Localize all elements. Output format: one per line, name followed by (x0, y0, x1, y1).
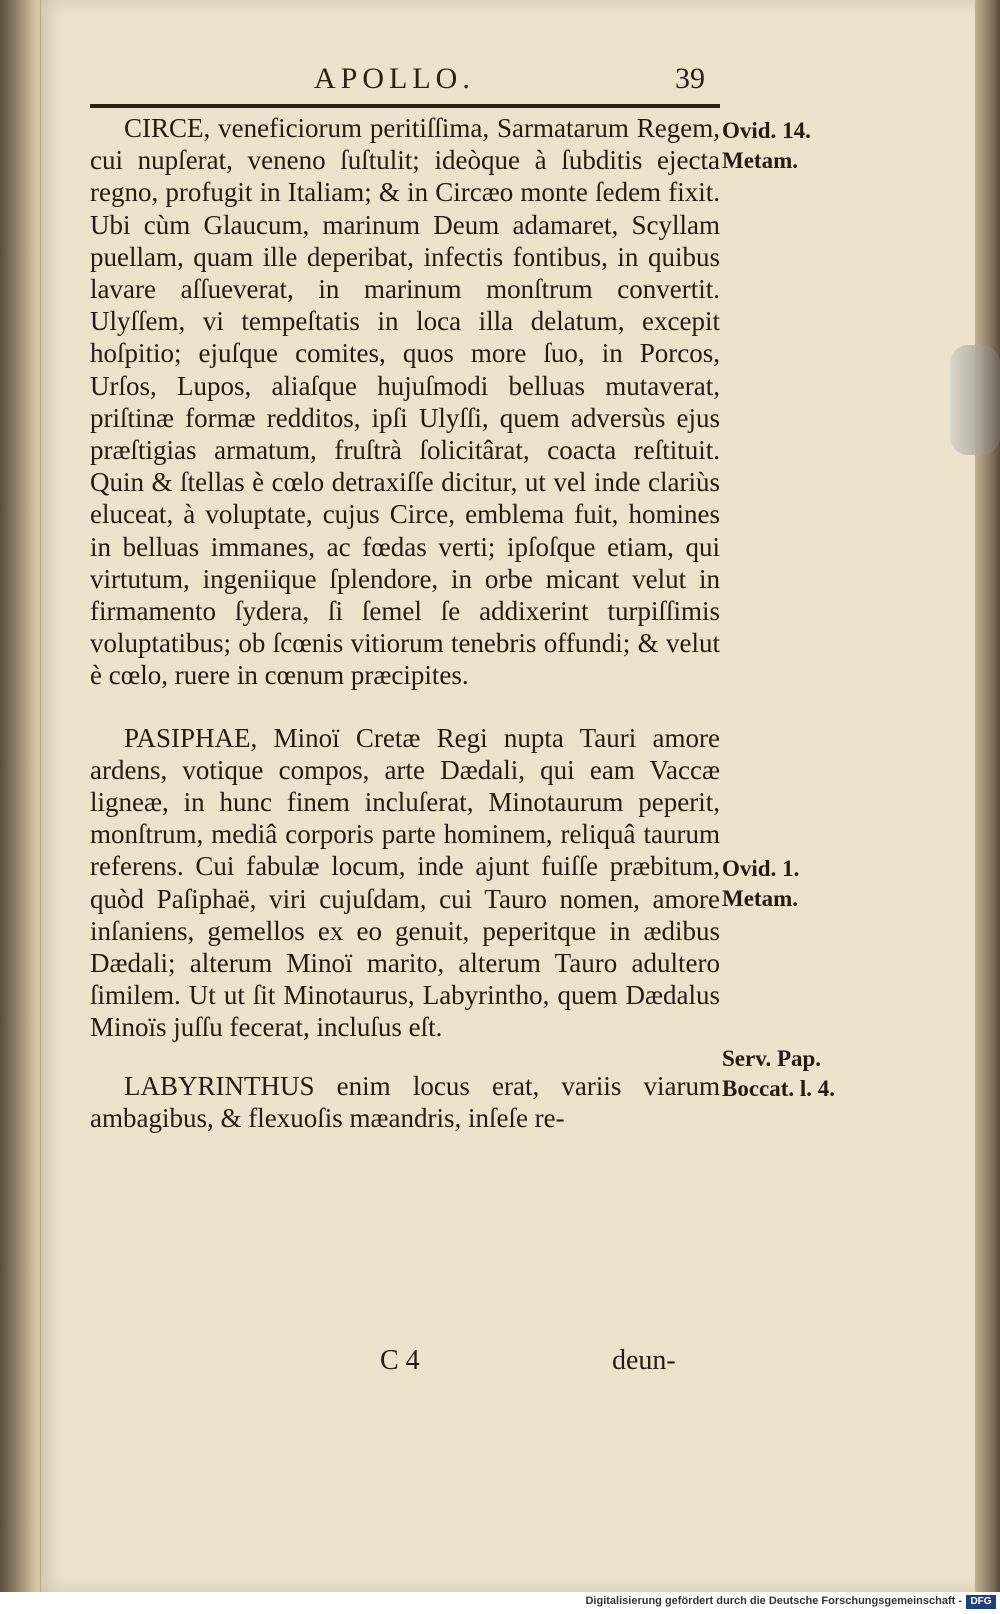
page-fore-edge (975, 0, 1000, 1592)
margin-note-ovid-14: Ovid. 14. (722, 118, 811, 143)
footer-bar (0, 1592, 1000, 1614)
signature-mark: C 4 (380, 1345, 420, 1376)
paragraph-spacer (90, 1044, 720, 1070)
margin-note-metam: Metam. (722, 148, 798, 173)
margin-note-serv-pap: Serv. Pap. (722, 1046, 822, 1071)
catchword: deun- (612, 1345, 676, 1376)
margin-note-boccat: Boccat. l. 4. (722, 1076, 836, 1101)
main-text (90, 112, 720, 1134)
paragraph-pasiphae: PASIPHAE, Minoï Cretæ Regi nupta Tauri amore ardens, votique compos, arte Dædali, qui eam Vaccæ ligneæ, in hunc finem incluſerat, Minotaurum peperit, monſtrum, mediâ corporis parte hominem, reliquâ taurum referens. Cui fabulæ locum, inde ajunt fuiſſe præbitum, quòd Paſiphaë, viri cujuſdam, cui Tauro nomen, amore inſaniens, gemellos ex eo genuit, peperitque in ædibus Dædali; alterum Minoï marito, alterum Tauro adultero ſimilem. Ut ut ſit Minotaurus, Labyrintho, quem Dædalus Minoïs juſſu fecerat, incluſus eſt. (90, 722, 720, 1043)
paragraph-spacer (90, 692, 720, 722)
dfg-logo: DFG (966, 1595, 996, 1609)
running-head-title: APOLLO. (314, 62, 475, 95)
funding-credit: Digitalisierung gefördert durch die Deutsche Forschungsgemeinschaft - (585, 1595, 962, 1607)
running-head (90, 62, 730, 102)
paragraph-labyrinthus: LABYRINTHUS enim locus erat, variis viarum ambagibus, & flexuoſis mæandris, inſeſe re- (90, 1070, 720, 1133)
header-rule (90, 104, 720, 108)
margin-note-ovid-1: Ovid. 1. (722, 856, 800, 881)
page-number: 39 (675, 62, 705, 95)
margin-note-metam: Metam. (722, 886, 798, 911)
book-clasp (950, 345, 1000, 455)
paragraph-circe: CIRCE, veneficiorum peritiſſima, Sarmatarum Regem, cui nupſerat, veneno ſuſtulit; ideòque à ſubditis ejecta regno, profugit in Italiam; & in Circæo monte ſedem fixit. Ubi cùm Glaucum, marinum Deum adamaret, Scyllam puellam, quam ille deperibat, infectis fontibus, in quibus lavare aſſueverat, in marinum monſtrum convertit. Ulyſſem, vi tempeſtatis in loca illa delatum, excepit hoſpitio; ejuſque comites, quos more ſuo, in Porcos, Urſos, Lupos, aliaſque hujuſmodi belluas mutaverat, priſtinæ formæ redditos, ipſi Ulyſſi, quem adversùs ejus præſtigias armatum, fruſtrà ſolicitârat, coacta reſtituit. Quin & ſtellas è cœlo detraxiſſe dicitur, ut vel inde clariùs eluceat, à voluptate, cujus Circe, emblema fuit, homines in belluas immanes, ac fœdas verti; ipſoſque etiam, qui virtutum, ingeniique ſplendore, in orbe micant velut in firmamento ſydera, ſi ſemel ſe addixerint turpiſſimis voluptatibus; ob ſcœnis vitiorum tenebris offundi; & velut è cœlo, ruere in cœnum præcipites. (90, 113, 720, 691)
